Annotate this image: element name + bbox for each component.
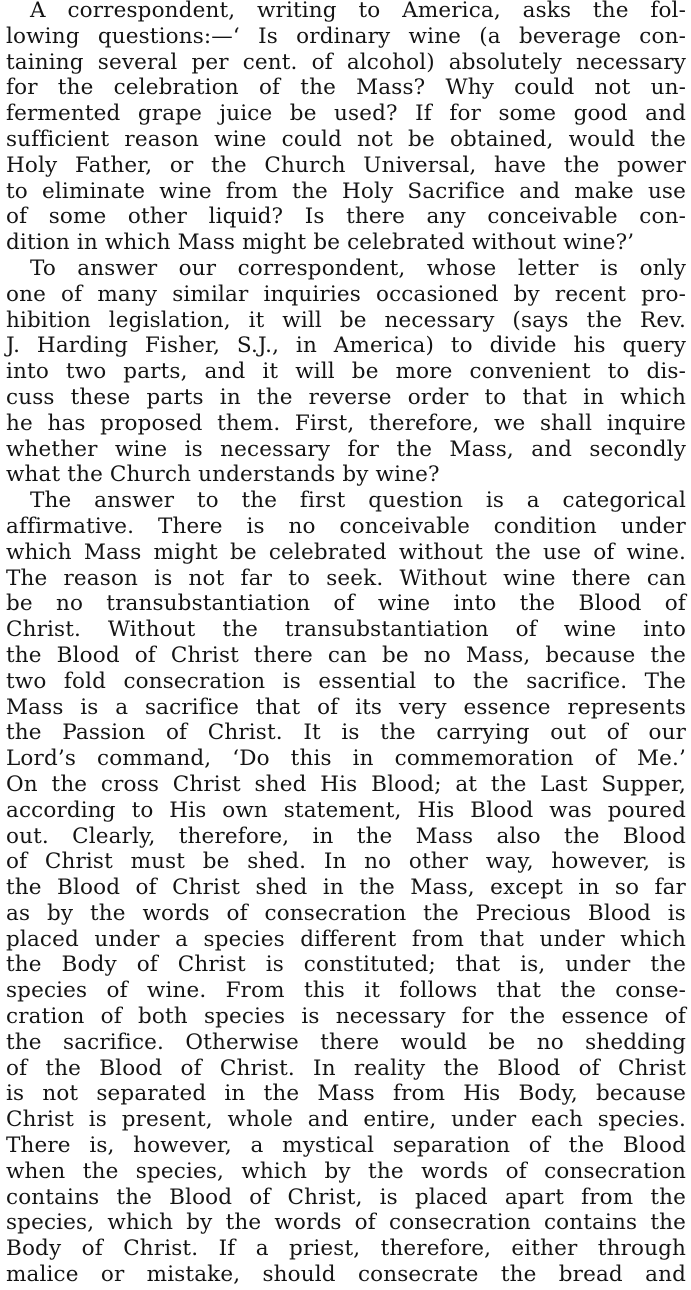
article-line: according to His own statement, His Blood was poured [6,797,686,823]
article-line: There is, however, a mystical separation of the Blood [6,1133,686,1159]
article-line: The reason is not far to seek. Without wine there can [6,565,686,591]
article-line: species, which by the words of consecration contains the [6,1210,686,1236]
article-line: affirmative. There is no conceivable condition under [6,513,686,539]
article-line: the Passion of Christ. It is the carrying out of our [6,720,686,746]
article-line: which Mass might be celebrated without the use of wine. [6,539,686,565]
article-line: J. Harding Fisher, S.J., in America) to divide his query [6,333,686,359]
article-line: the Blood of Christ there can be no Mass, because the [6,642,686,668]
article-line: On the cross Christ shed His Blood; at the Last Supper, [6,771,686,797]
article-line: to eliminate wine from the Holy Sacrifice and make use [6,178,686,204]
article-line: Holy Father, or the Church Universal, have the power [6,152,686,178]
article-line: the Body of Christ is constituted; that is, under the [6,952,686,978]
article-line: Body of Christ. If a priest, therefore, either through [6,1236,686,1262]
article-line: is not separated in the Mass from His Body, because [6,1081,686,1107]
article-line: be no transubstantiation of wine into the Blood of [6,591,686,617]
article-line: the Blood of Christ shed in the Mass, except in so far [6,875,686,901]
article-line: two fold consecration is essential to the sacrifice. The [6,668,686,694]
article-text-column [6,0,686,1288]
article-line: lowing questions:—‘ Is ordinary wine (a beverage con- [6,23,686,49]
article-line: for the celebration of the Mass? Why could not un- [6,75,686,101]
article-line: of some other liquid? Is there any conceivable con- [6,204,686,230]
article-line: taining several per cent. of alcohol) absolutely necessary [6,49,686,75]
article-line: malice or mistake, should consecrate the bread and [6,1262,686,1288]
article-line: of the Blood of Christ. In reality the Blood of Christ [6,1055,686,1081]
article-line: A correspondent, writing to America, asks the fol- [30,0,686,23]
article-line: cuss these parts in the reverse order to that in which [6,384,686,410]
article-line: one of many similar inquiries occasioned by recent pro- [6,281,686,307]
article-line: hibition legislation, it will be necessary (says the Rev. [6,307,686,333]
article-line: placed under a species different from that under which [6,926,686,952]
article-line: sufficient reason wine could not be obtained, would the [6,126,686,152]
article-line: species of wine. From this it follows that the conse- [6,978,686,1004]
article-line: Lord’s command, ‘Do this in commemoration of Me.’ [6,746,686,772]
article-line: Mass is a sacrifice that of its very essence represents [6,694,686,720]
article-line: he has proposed them. First, therefore, we shall inquire [6,410,686,436]
article-paragraph [6,488,686,1288]
article-paragraph [6,0,686,256]
article-line: whether wine is necessary for the Mass, and secondly [6,436,686,462]
article-line: fermented grape juice be used? If for some good and [6,101,686,127]
article-line: To answer our correspondent, whose letter is only [30,255,686,281]
article-line: what the Church understands by wine? [6,462,440,488]
article-line: of Christ must be shed. In no other way, however, is [6,849,686,875]
article-line: as by the words of consecration the Precious Blood is [6,900,686,926]
article-page [6,0,686,1288]
article-line: Christ. Without the transubstantiation of wine into [6,617,686,643]
article-line: contains the Blood of Christ, is placed apart from the [6,1184,686,1210]
article-line: cration of both species is necessary for the essence of [6,1004,686,1030]
article-line: out. Clearly, therefore, in the Mass also the Blood [6,823,686,849]
article-line: dition in which Mass might be celebrated without wine?’ [6,230,635,256]
article-line: when the species, which by the words of consecration [6,1158,686,1184]
article-line: into two parts, and it will be more convenient to dis- [6,359,686,385]
article-line: the sacrifice. Otherwise there would be no shedding [6,1029,686,1055]
article-line: Christ is present, whole and entire, under each species. [6,1107,686,1133]
article-paragraph [6,256,686,488]
article-line: The answer to the first question is a categorical [30,488,686,514]
